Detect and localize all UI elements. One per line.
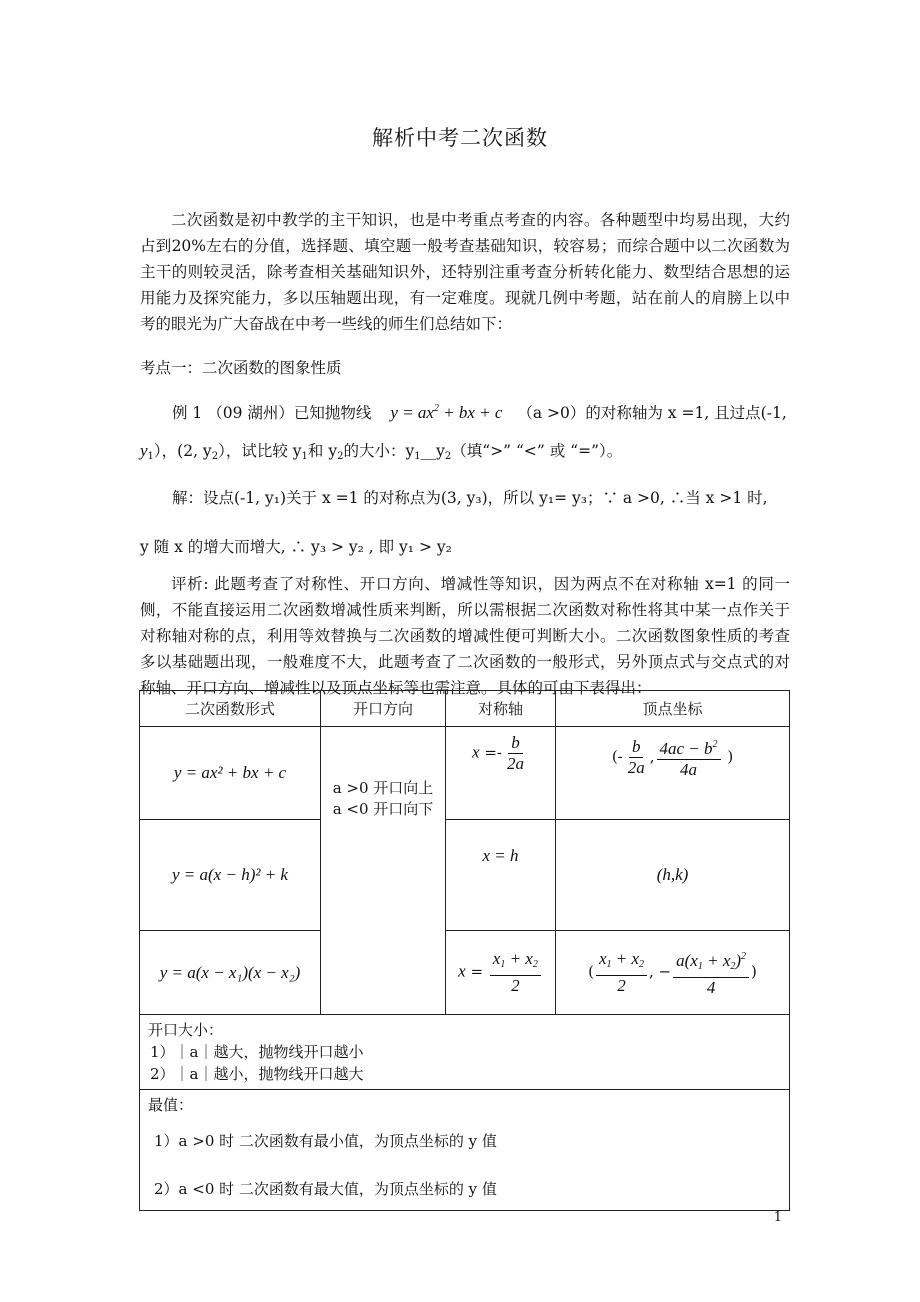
intro-paragraph: 二次函数是初中教学的主干知识，也是中考重点考查的内容。各种题型中均易出现，大约占到20%左右的分值，选择题、填空题一般考查基础知识，较容易；而综合题中以二次函数为主干的则较灵活，除考查相关基础知识外，还特别注重考查分析转化能力、数型结合思想的运用能力及探究能力，多以压轴题出现，有一定难度。现就几例中考题，站在前人的肩膀上以中考的眼光为广大奋战在中考一些线的师生们总结如下： [140, 211, 790, 333]
page-number: 1 [773, 1210, 782, 1225]
example1-line1 [172, 397, 832, 425]
form-intercept: y = a(x − x₁)(x − x₂) [140, 931, 321, 1015]
section-heading: 考点一：二次函数的图象性质 [140, 359, 342, 377]
form-general: y = ax² + bx + c [140, 727, 321, 820]
axis-intercept: x = $\frac{x_1 + x_2}{2}$ [446, 931, 556, 1015]
table-row [140, 1015, 790, 1090]
vertex-general: (- $\frac{b}{2a}$ , $\frac{4ac - b^2}{4a}$ ) [556, 727, 790, 820]
extreme-value-note: 最值： 1）a >0 时 二次函数有最小值，为顶点坐标的 y 值 2）a <0 时 二次函数有最大值，为顶点坐标的 y 值 [140, 1090, 790, 1211]
properties-table [139, 690, 790, 1211]
header-axis: 对称轴 [446, 691, 556, 727]
table-header-row [140, 691, 790, 727]
table-row [140, 931, 790, 1015]
table-row [140, 727, 790, 820]
form-vertex: y = a(x − h)² + k [140, 820, 321, 931]
header-vertex: 顶点坐标 [556, 691, 790, 727]
opening-size-note: 开口大小： 1）｜a｜越大，抛物线开口越小 2）｜a｜越小，抛物线开口越大 [140, 1015, 790, 1090]
example1-line2: $y_1$），(2, $y_2$），试比较 $y_1$和 $y_2$的大小：$y_1\_\_y_2$（填“>” “<” 或 “=”）。 [140, 441, 623, 462]
vertex-intercept: ( $\frac{x_1 + x_2}{2}$ , − $\frac{a(x_1 + x_2)^2}{4}$ ) [556, 931, 790, 1015]
table-row [140, 1090, 790, 1211]
table-row [140, 820, 790, 931]
solution-line1: 解：设点(-1, y₁)关于 x =1 的对称点为(3, y₃)，所以 y₁= y₃；∵ a >0, ∴当 x >1 时, [172, 489, 768, 507]
comment-paragraph: 评析: 此题考查了对称性、开口方向、增减性等知识，因为两点不在对称轴 x=1 的同一侧，不能直接运用二次函数增减性质来判断，所以需根据二次函数对称性将其中某一点作关于对称轴对称的点，利用等效替换与二次函数的增减性便可判断大小。二次函数图象性质的考查多以基础题出现，一般难度不大，此题考查了二次函数的一般形式，另外顶点式与交点式的对称轴、开口方向、增减性以及顶点坐标等也需注意。具体的可由下表得出： [140, 575, 790, 697]
opening-direction: a >0 开口向上 a <0 开口向下 [321, 727, 446, 1015]
header-form: 二次函数形式 [140, 691, 321, 727]
example1-label: 例 1 （09 湖州）已知抛物线 [172, 404, 372, 422]
axis-general: x =- $\frac{b}{2a}$ [446, 727, 556, 820]
page-title: 解析中考二次函数 [372, 126, 548, 150]
example1-formula: $y = ax^2$ + bx + c [390, 403, 503, 422]
vertex-vertex: (h,k) [556, 820, 790, 931]
example1-condition: （a >0）的对称轴为 x =1, 且过点(-1, [517, 404, 787, 422]
solution-line2: y 随 x 的增大而增大, ∴ y₃ > y₂ , 即 y₁ > y₂ [140, 538, 452, 556]
axis-vertex: x = h [446, 820, 556, 931]
header-opening: 开口方向 [321, 691, 446, 727]
